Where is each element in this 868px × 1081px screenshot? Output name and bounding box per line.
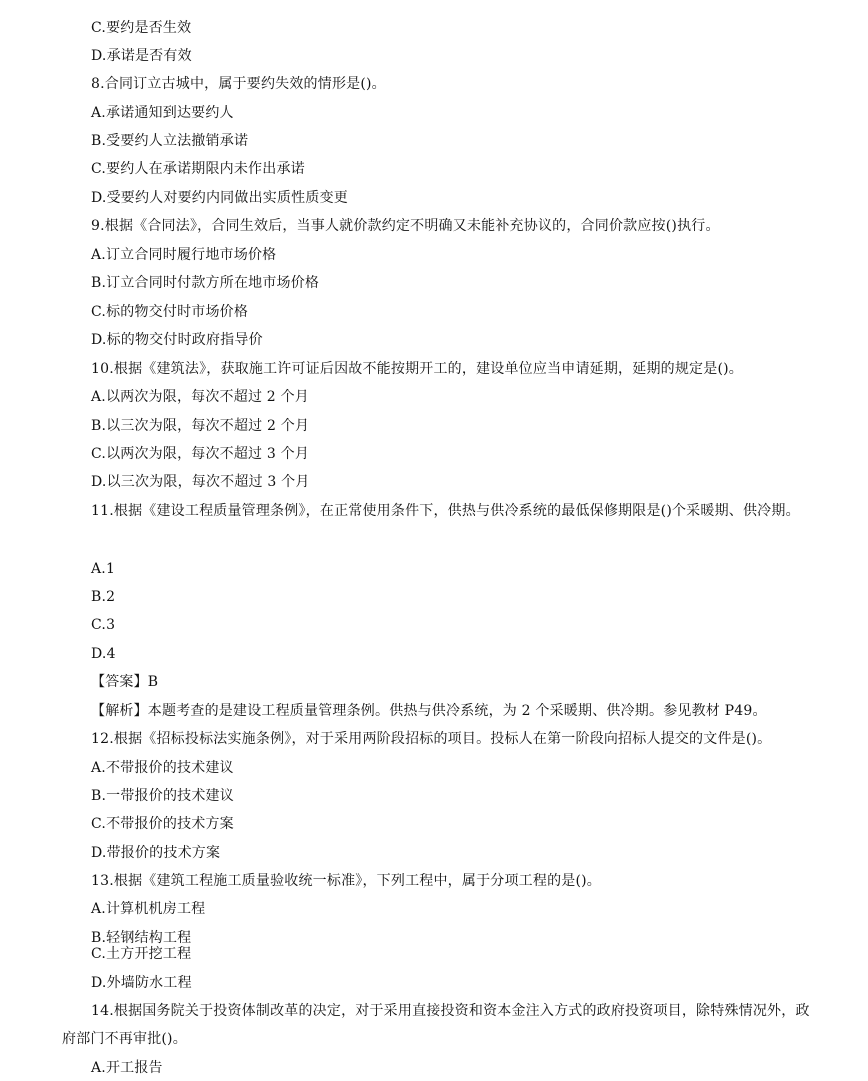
q13-option-d: D.外墙防水工程 bbox=[91, 975, 192, 991]
q13-option-b: B.轻钢结构工程 bbox=[91, 930, 192, 946]
q12-option-a: A.不带报价的技术建议 bbox=[91, 760, 234, 776]
q11-analysis: 【解析】本题考查的是建设工程质量管理条例。供热与供冷系统，为 2 个采暖期、供冷期。参见教材 P49。 bbox=[91, 703, 767, 719]
q12-option-b: B.一带报价的技术建议 bbox=[91, 788, 234, 804]
q8-option-a: A.承诺通知到达要约人 bbox=[91, 105, 234, 121]
q10-option-a: A.以两次为限，每次不超过 2 个月 bbox=[91, 389, 309, 405]
q8-option-d: D.受要约人对要约内同做出实质性质变更 bbox=[91, 190, 348, 206]
q11-option-d: D.4 bbox=[91, 646, 116, 662]
q11-option-b: B.2 bbox=[91, 589, 116, 605]
q8-option-b: B.受要约人立法撤销承诺 bbox=[91, 133, 249, 149]
q8-option-c: C.要约人在承诺期限内未作出承诺 bbox=[91, 161, 305, 177]
q14-option-a: A.开工报告 bbox=[91, 1060, 163, 1076]
q7-option-d: D.承诺是否有效 bbox=[91, 48, 192, 64]
question-12: 12.根据《招标投标法实施条例》，对于采用两阶段招标的项目。投标人在第一阶段向招标人提交的文件是()。 bbox=[91, 731, 772, 747]
q13-option-c: C.土方开挖工程 bbox=[91, 946, 192, 962]
q11-option-c: C.3 bbox=[91, 617, 116, 633]
q13-option-a: A.计算机机房工程 bbox=[91, 901, 206, 917]
q9-option-a: A.订立合同时履行地市场价格 bbox=[91, 247, 277, 263]
question-13: 13.根据《建筑工程施工质量验收统一标准》，下列工程中，属于分项工程的是()。 bbox=[91, 873, 601, 889]
q10-option-d: D.以三次为限，每次不超过 3 个月 bbox=[91, 474, 310, 490]
question-10: 10.根据《建筑法》，获取施工许可证后因故不能按期开工的，建设单位应当申请延期，延期的规定是()。 bbox=[91, 361, 743, 377]
question-9: 9.根据《合同法》，合同生效后，当事人就价款约定不明确又未能补充协议的，合同价款应按()执行。 bbox=[91, 218, 720, 234]
q12-option-c: C.不带报价的技术方案 bbox=[91, 816, 234, 832]
q7-option-c: C.要约是否生效 bbox=[91, 20, 192, 36]
q9-option-b: B.订立合同时付款方所在地市场价格 bbox=[91, 275, 320, 291]
question-8: 8.合同订立古城中，属于要约失效的情形是()。 bbox=[91, 76, 386, 92]
q12-option-d: D.带报价的技术方案 bbox=[91, 845, 221, 861]
q11-option-a: A.1 bbox=[91, 561, 116, 577]
q10-option-c: C.以两次为限，每次不超过 3 个月 bbox=[91, 446, 310, 462]
q9-option-c: C.标的物交付时市场价格 bbox=[91, 304, 249, 320]
question-11: 11.根据《建设工程质量管理条例》，在正常使用条件下，供热与供冷系统的最低保修期限是()个采暖期、供冷期。 bbox=[91, 503, 800, 519]
question-14: 14.根据国务院关于投资体制改革的决定，对于采用直接投资和资本金注入方式的政府投资项目，除特殊情况外，政府部门不再审批()。 bbox=[62, 1003, 810, 1047]
q9-option-d: D.标的物交付时政府指导价 bbox=[91, 332, 263, 348]
q10-option-b: B.以三次为限，每次不超过 2 个月 bbox=[91, 418, 310, 434]
q11-answer: 【答案】B bbox=[91, 674, 159, 690]
